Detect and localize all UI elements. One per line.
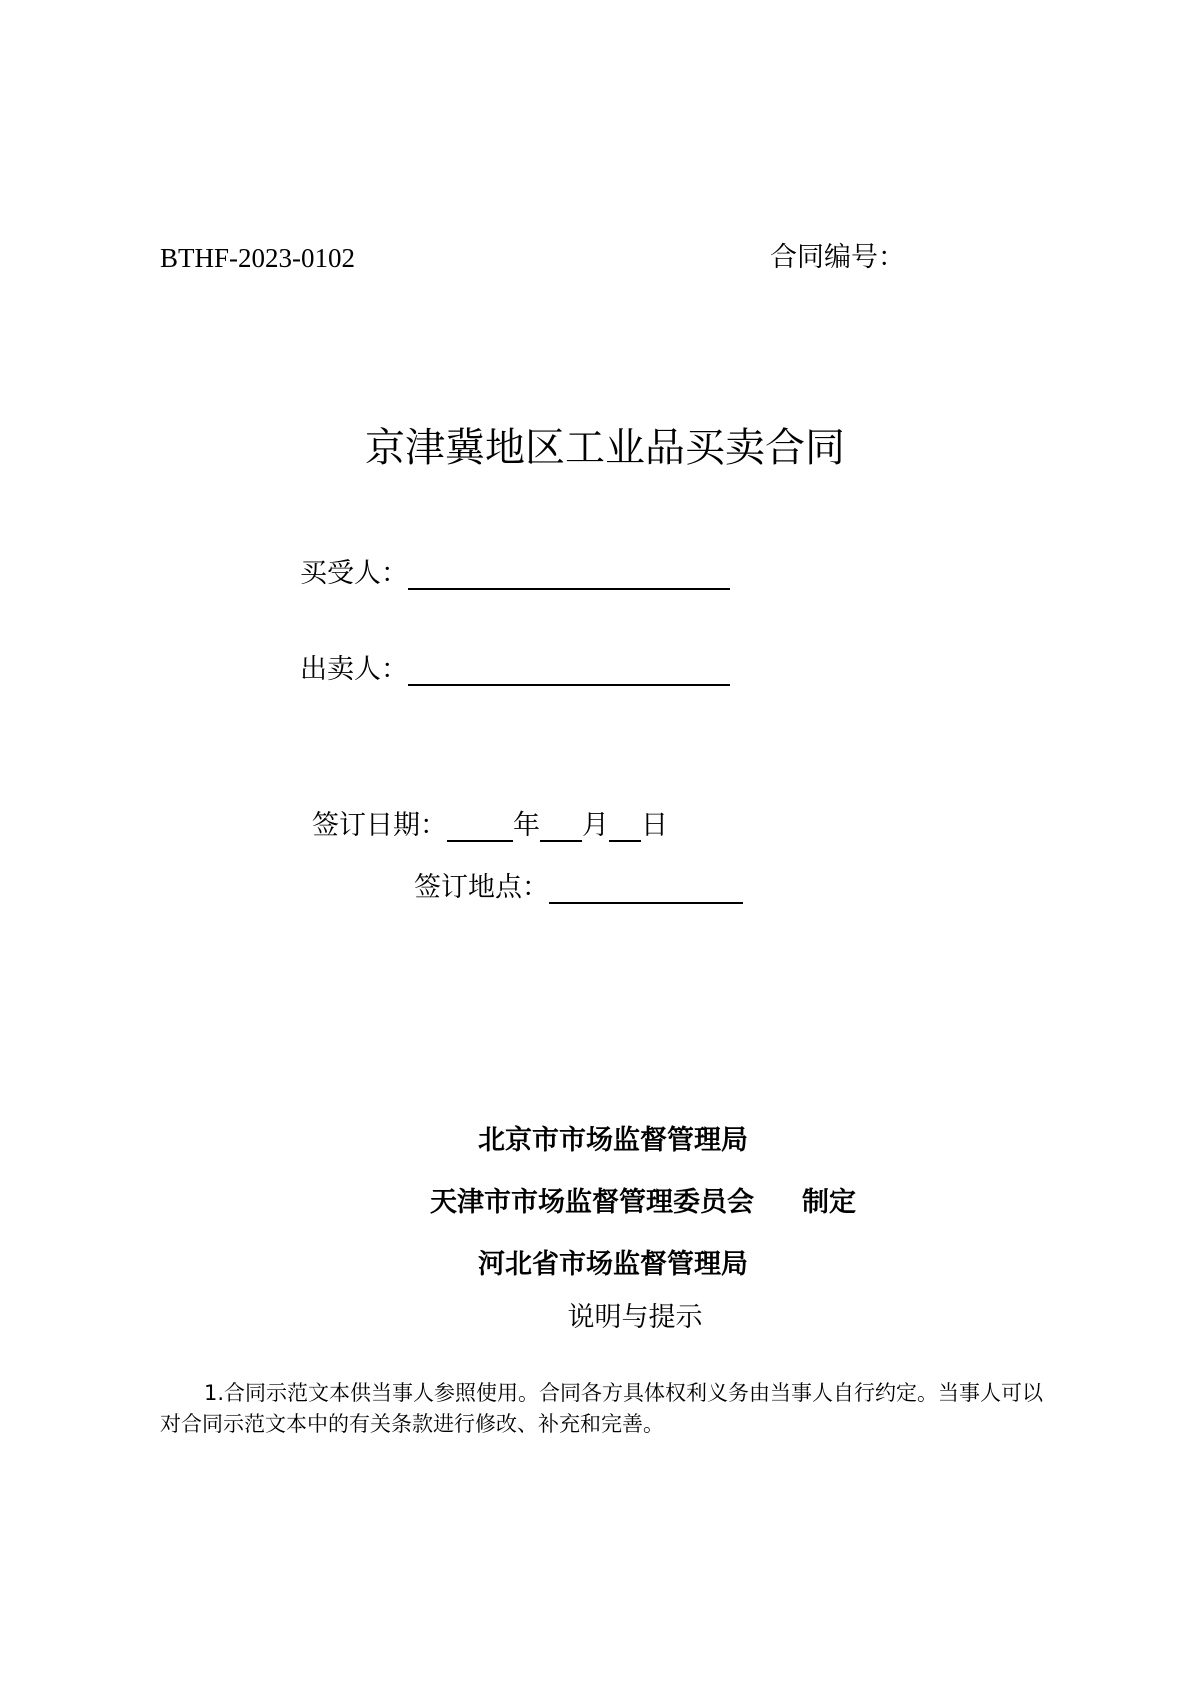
year-blank-line[interactable] [447,810,513,842]
buyer-blank-line[interactable] [408,558,730,590]
issuer-beijing: 北京市市场监督管理局 [478,1125,748,1156]
place-blank-line[interactable] [549,872,743,904]
signing-place-row [414,868,743,908]
buyer-row [300,554,730,594]
issuer-tianjin: 天津市市场监督管理委员会 [430,1187,754,1218]
contract-number-label: 合同编号： [770,242,905,273]
seller-row [300,650,730,690]
signing-date-row [312,806,668,846]
day-blank-line[interactable] [609,810,641,842]
buyer-label: 买受人： [300,558,408,589]
notes-heading: 说明与提示 [567,1302,703,1333]
signing-place-label: 签订地点： [414,872,549,903]
signing-date-label: 签订日期： [312,810,447,841]
month-blank-line[interactable] [540,810,582,842]
document-title: 京津冀地区工业品买卖合同 [365,425,845,471]
note-item-1: 1.合同示范文本供当事人参照使用。合同各方具体权利义务由当事人自行约定。当事人可以对合同示范文本中的有关条款进行修改、补充和完善。 [160,1381,1044,1436]
month-unit: 月 [582,810,609,841]
issuer-hebei: 河北省市场监督管理局 [478,1249,748,1280]
seller-blank-line[interactable] [408,654,730,686]
day-unit: 日 [641,810,668,841]
seller-label: 出卖人： [300,654,408,685]
issuer-suffix: 制定 [802,1187,856,1218]
year-unit: 年 [513,810,540,841]
form-code: BTHF-2023-0102 [160,243,355,273]
